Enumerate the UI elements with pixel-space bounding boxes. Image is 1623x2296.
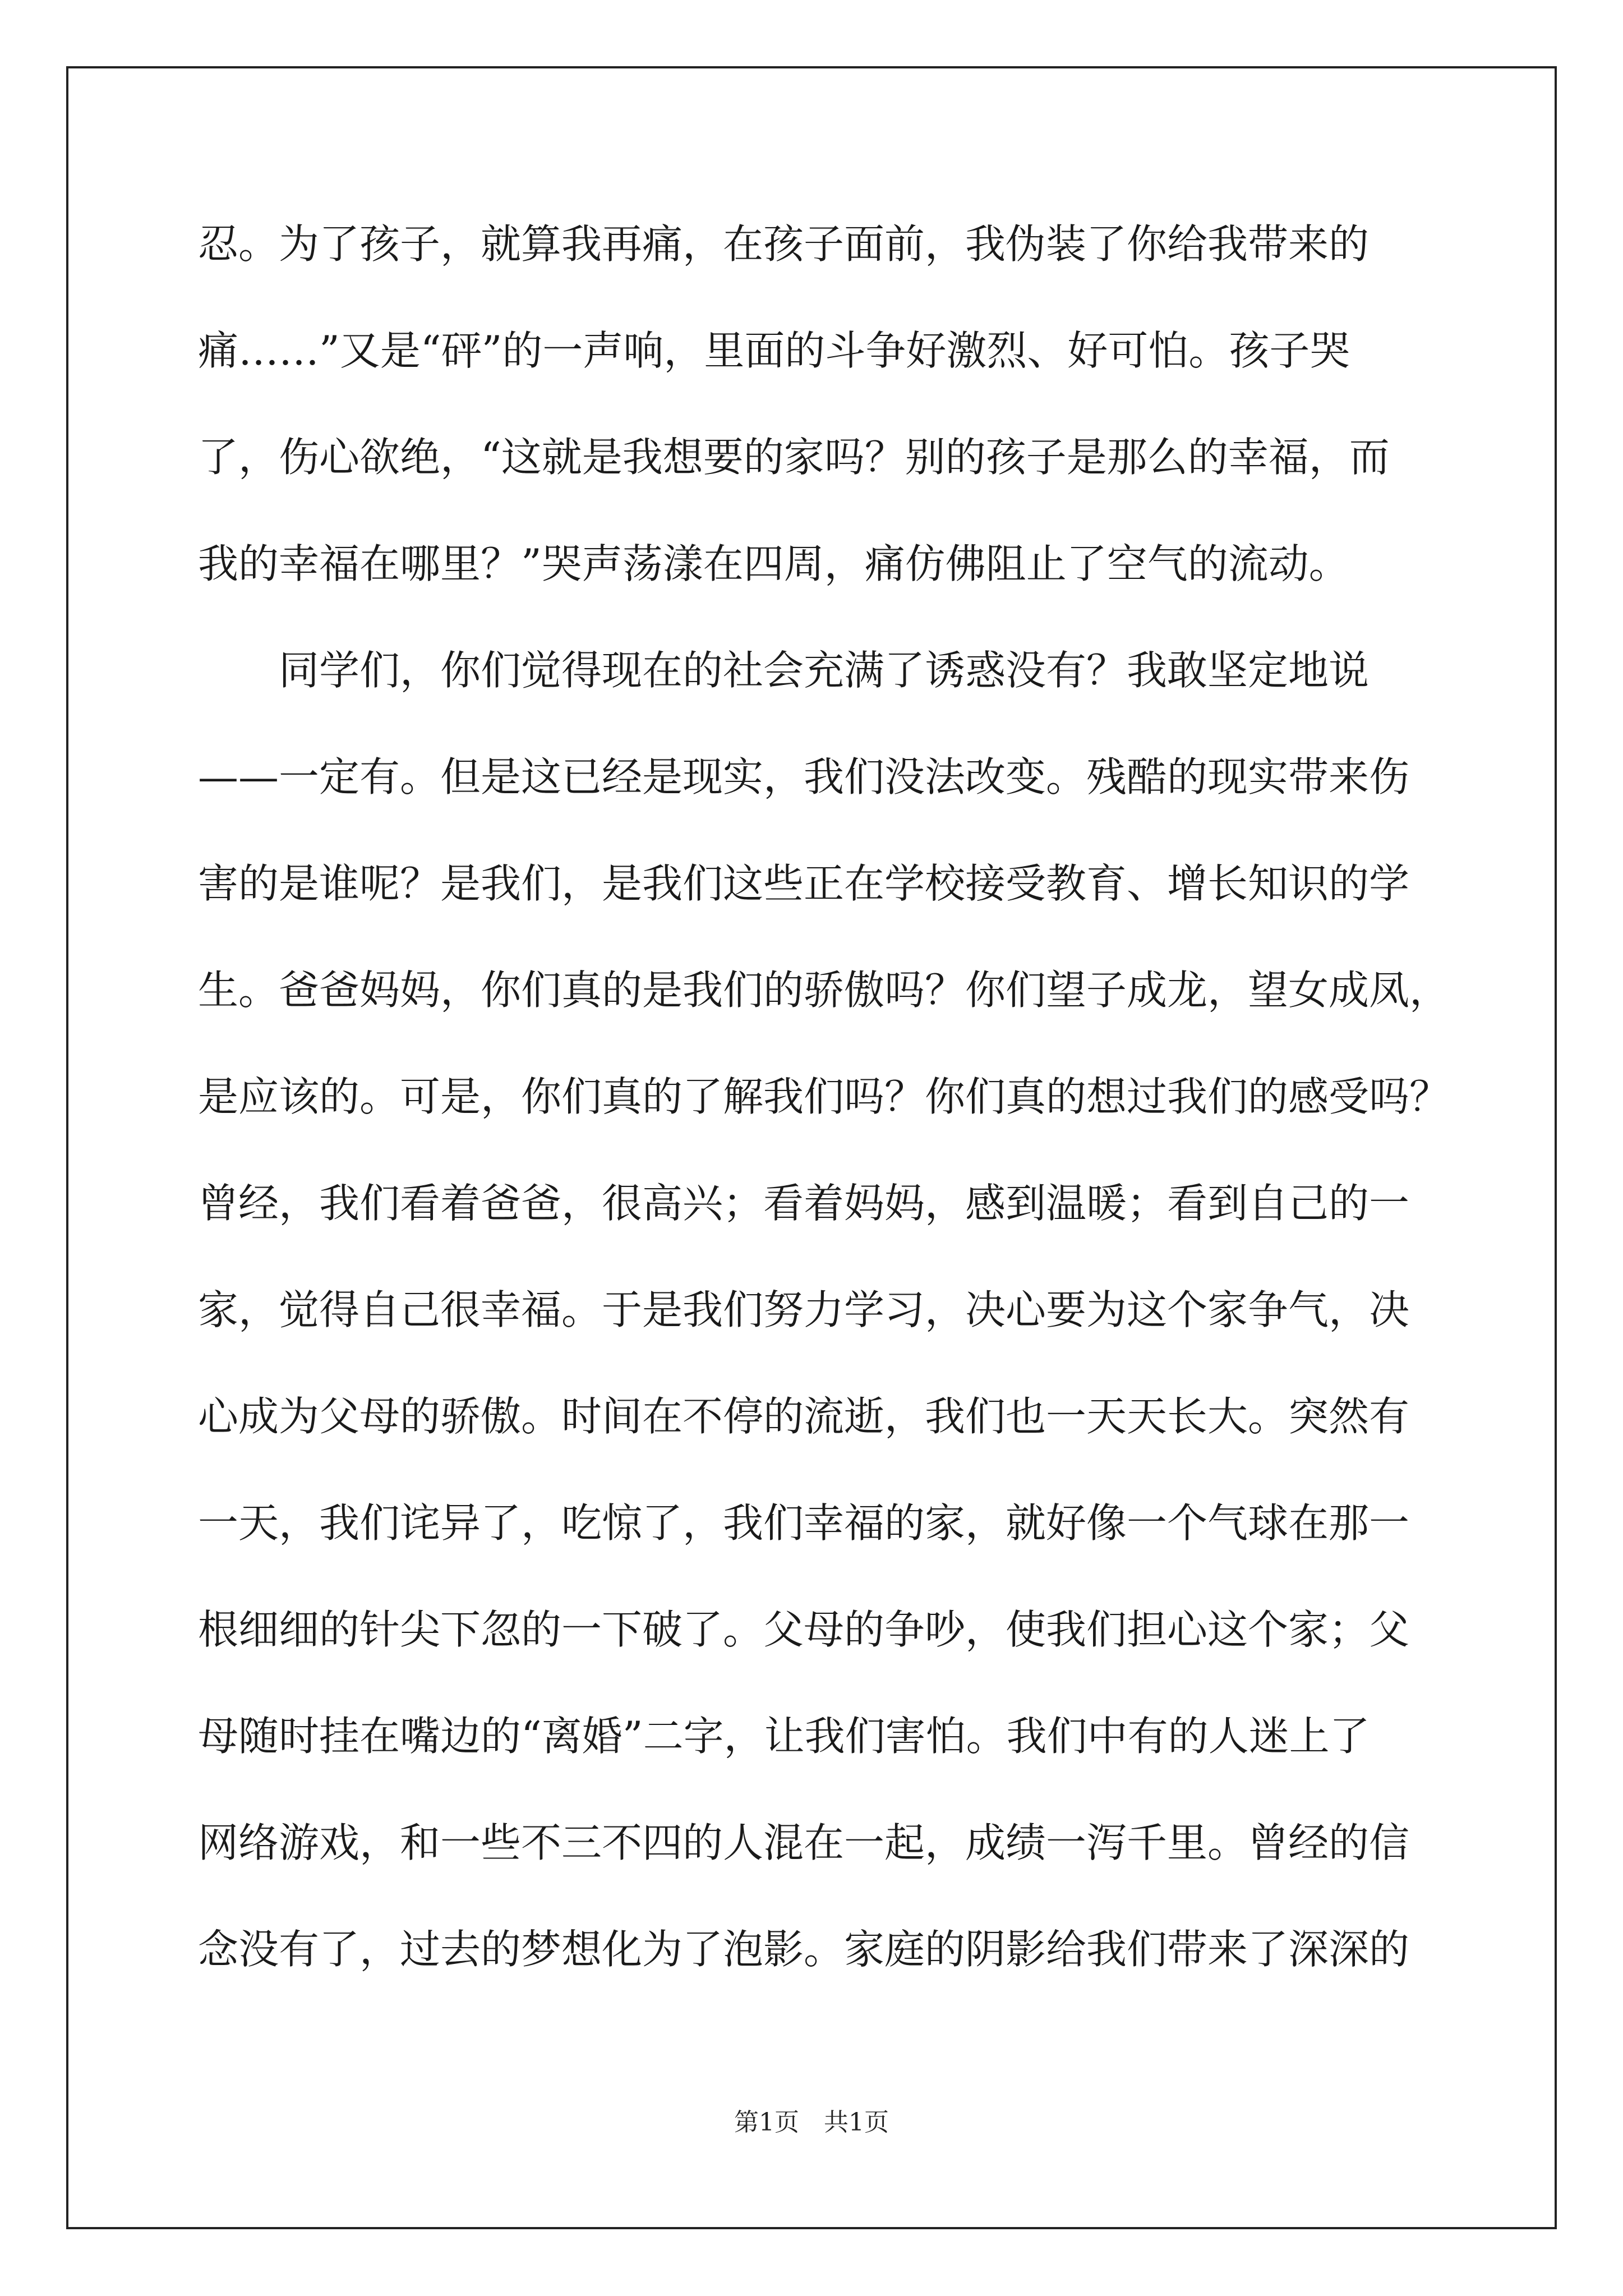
text-line: 痛……”又是“砰”的一声响，里面的斗争好激烈、好可怕。孩子哭 [198,327,1350,374]
text-line: 母随时挂在嘴边的“离婚”二字，让我们害怕。我们中有的人迷上了 [198,1713,1370,1760]
text-line: 是应该的。可是，你们真的了解我们吗？你们真的想过我们的感受吗？ [198,1073,1450,1120]
text-line: ——一定有。但是这已经是现实，我们没法改变。残酷的现实带来伤 [198,753,1410,800]
text-line: 了，伤心欲绝，“这就是我想要的家吗？别的孩子是那么的幸福，而 [198,434,1390,481]
text-line: 一天，我们诧异了，吃惊了，我们幸福的家，就好像一个气球在那一 [198,1499,1410,1547]
text-line: 我的幸福在哪里？”哭声荡漾在四周，痛仿佛阻止了空气的流动。 [198,540,1349,587]
text-line: 忍。为了孩子，就算我再痛，在孩子面前，我伪装了你给我带来的 [198,220,1370,268]
page-number-footer: 第1页 共1页 [734,2108,889,2137]
document-body [198,214,1450,2026]
text-line: 心成为父母的骄傲。时间在不停的流逝，我们也一天天长大。突然有 [198,1393,1410,1440]
text-line: 家，觉得自己很幸福。于是我们努力学习，决心要为这个家争气，决 [198,1286,1410,1333]
text-line: 生。爸爸妈妈，你们真的是我们的骄傲吗？你们望子成龙，望女成凤， [198,967,1450,1014]
text-line: 根细细的针尖下忽的一下破了。父母的争吵，使我们担心这个家；父 [198,1606,1410,1653]
paragraph-start-line: 同学们，你们觉得现在的社会充满了诱惑没有？我敢坚定地说 [198,647,1370,694]
text-line: 网络游戏，和一些不三不四的人混在一起，成绩一泻千里。曾经的信 [198,1819,1410,1866]
text-line: 曾经，我们看着爸爸，很高兴；看着妈妈，感到温暖；看到自己的一 [198,1180,1410,1227]
text-line: 念没有了，过去的梦想化为了泡影。家庭的阴影给我们带来了深深的 [198,1926,1410,1973]
text-line: 害的是谁呢？是我们，是我们这些正在学校接受教育、增长知识的学 [198,860,1410,907]
